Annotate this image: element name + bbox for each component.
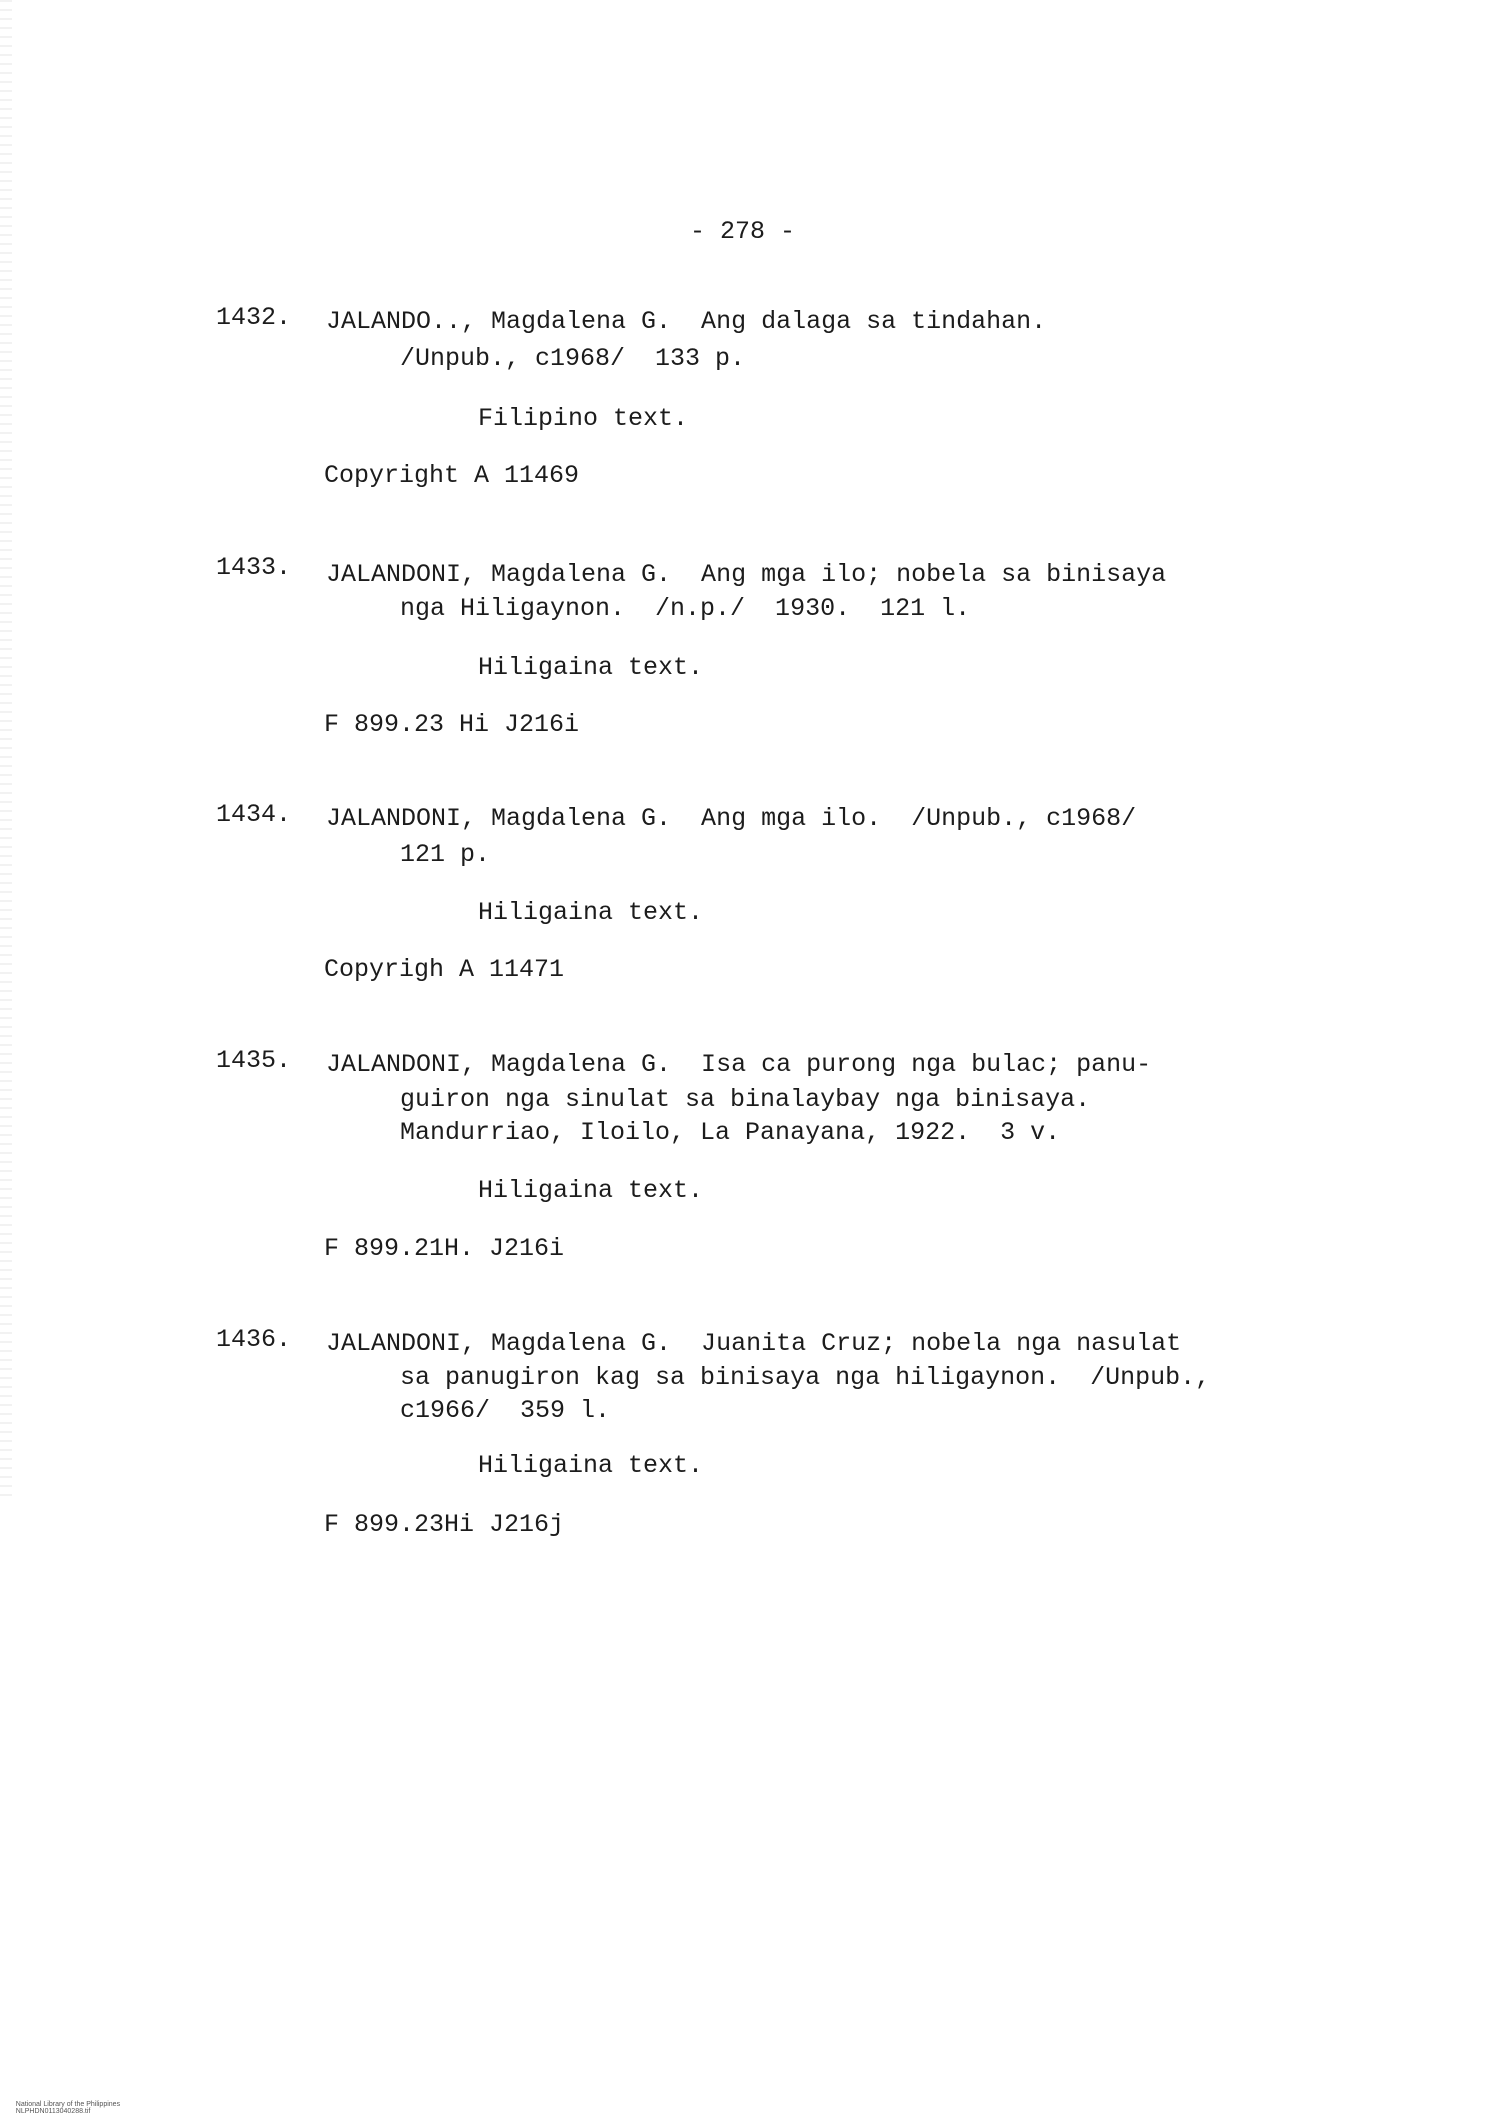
entry-line: Mandurriao, Iloilo, La Panayana, 1922. 3 v. bbox=[400, 1118, 1061, 1147]
entry-number: 1435. bbox=[216, 1046, 292, 1075]
entry-line: c1966/ 359 l. bbox=[400, 1396, 611, 1425]
call-number: Copyright A 11469 bbox=[324, 461, 580, 490]
footer-source: National Library of the Philippines bbox=[15, 2101, 121, 2108]
footer-filename: NLPHDN0113040288.tif bbox=[15, 2108, 91, 2115]
entry-line: guiron nga sinulat sa binalaybay nga binisaya. bbox=[400, 1085, 1091, 1114]
entry-line: JALANDONI, Magdalena G. Ang mga ilo. /Unpub., c1968/ bbox=[326, 804, 1137, 833]
scan-edge-noise bbox=[0, 0, 12, 1500]
language-note: Hiligaina text. bbox=[478, 653, 704, 682]
entry-line: sa panugiron kag sa binisaya nga hiligaynon. /Unpub., bbox=[400, 1363, 1211, 1392]
language-note: Hiligaina text. bbox=[478, 1176, 704, 1205]
call-number: F 899.21H. J216i bbox=[324, 1234, 565, 1263]
entry-line: 121 p. bbox=[400, 840, 491, 869]
language-note: Filipino text. bbox=[478, 404, 689, 433]
entry-line: /Unpub., c1968/ 133 p. bbox=[400, 344, 746, 373]
entry-number: 1434. bbox=[216, 800, 292, 829]
entry-line: JALANDONI, Magdalena G. Ang mga ilo; nobela sa binisaya bbox=[326, 560, 1167, 589]
language-note: Hiligaina text. bbox=[478, 898, 704, 927]
entry-line: JALANDO.., Magdalena G. Ang dalaga sa tindahan. bbox=[326, 307, 1047, 336]
call-number: Copyrigh A 11471 bbox=[324, 955, 565, 984]
language-note: Hiligaina text. bbox=[478, 1451, 704, 1480]
scan-footer bbox=[8, 2094, 150, 2122]
page-number: - 278 - bbox=[690, 217, 796, 246]
entry-line: JALANDONI, Magdalena G. Juanita Cruz; nobela nga nasulat bbox=[326, 1329, 1182, 1358]
entry-line: JALANDONI, Magdalena G. Isa ca purong nga bulac; panu- bbox=[326, 1050, 1152, 1079]
entry-number: 1436. bbox=[216, 1325, 292, 1354]
entry-line: nga Hiligaynon. /n.p./ 1930. 121 l. bbox=[400, 594, 971, 623]
call-number: F 899.23Hi J216j bbox=[324, 1510, 565, 1539]
call-number: F 899.23 Hi J216i bbox=[324, 710, 580, 739]
entry-number: 1432. bbox=[216, 303, 292, 332]
entry-number: 1433. bbox=[216, 553, 292, 582]
